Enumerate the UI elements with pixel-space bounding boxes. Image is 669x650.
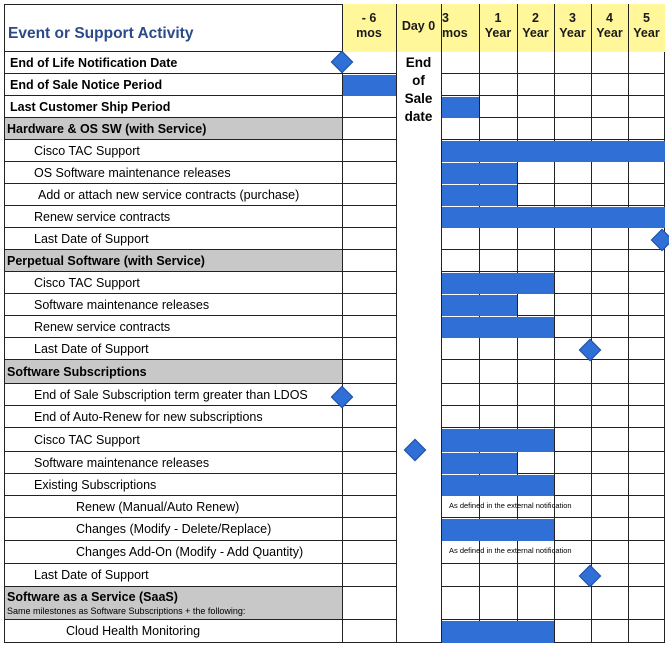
grid-cell bbox=[591, 52, 628, 74]
grid-cell bbox=[479, 360, 517, 384]
grid-cell bbox=[591, 162, 628, 184]
column-header bbox=[628, 11, 665, 47]
grid-cell bbox=[479, 587, 517, 620]
row-label: Cloud Health Monitoring bbox=[66, 624, 201, 638]
timeline-bar bbox=[442, 185, 517, 206]
row-label: Last Customer Ship Period bbox=[10, 99, 171, 114]
grid-cell bbox=[554, 384, 591, 406]
timeline-bar bbox=[442, 207, 665, 228]
grid-cell bbox=[591, 96, 628, 118]
grid-cell bbox=[342, 294, 396, 316]
grid-cell bbox=[479, 74, 517, 96]
grid-cell bbox=[628, 360, 665, 384]
column-header-line2: Year bbox=[522, 26, 549, 40]
grid-cell bbox=[554, 250, 591, 272]
grid-cell bbox=[628, 250, 665, 272]
timeline-bar bbox=[442, 163, 517, 184]
grid-cell bbox=[554, 74, 591, 96]
grid-cell bbox=[591, 118, 628, 140]
row-label: Software as a Service (SaaS) bbox=[7, 590, 178, 604]
column-header-line1: 3 bbox=[442, 11, 449, 25]
column-header bbox=[479, 11, 517, 47]
timeline-bar bbox=[442, 273, 554, 294]
grid-cell bbox=[554, 587, 591, 620]
row-sublabel: Same milestones as Software Subscriptions + the following: bbox=[7, 606, 246, 616]
grid-cell bbox=[628, 428, 665, 452]
grid-cell bbox=[517, 52, 554, 74]
grid-cell bbox=[342, 96, 396, 118]
grid-cell bbox=[554, 406, 591, 428]
grid-cell bbox=[342, 228, 396, 250]
row-label: Software Subscriptions bbox=[7, 364, 147, 379]
grid-cell bbox=[628, 316, 665, 338]
grid-cell bbox=[342, 496, 396, 518]
column-header-line2: Year bbox=[559, 26, 586, 40]
grid-cell bbox=[479, 52, 517, 74]
grid-cell bbox=[591, 74, 628, 96]
grid-cell bbox=[628, 52, 665, 74]
grid-cell bbox=[479, 406, 517, 428]
row-label: Cisco TAC Support bbox=[34, 432, 140, 447]
row-label: OS Software maintenance releases bbox=[34, 165, 231, 180]
grid-cell bbox=[342, 184, 396, 206]
grid-cell bbox=[517, 452, 554, 474]
grid-cell bbox=[591, 384, 628, 406]
day0-label: date bbox=[404, 109, 433, 124]
column-header bbox=[591, 11, 628, 47]
grid-cell bbox=[591, 294, 628, 316]
grid-cell bbox=[591, 428, 628, 452]
timeline-bar bbox=[442, 453, 517, 474]
grid-cell bbox=[554, 184, 591, 206]
grid-cell bbox=[479, 96, 517, 118]
grid-cell bbox=[628, 162, 665, 184]
grid-cell bbox=[517, 360, 554, 384]
grid-cell bbox=[342, 162, 396, 184]
column-header-line1: 1 bbox=[494, 11, 502, 25]
grid-cell bbox=[517, 162, 554, 184]
grid-cell bbox=[441, 406, 479, 428]
grid-cell bbox=[554, 96, 591, 118]
grid-cell bbox=[554, 228, 591, 250]
column-header bbox=[442, 11, 480, 47]
column-header-line1: - 6 bbox=[361, 11, 377, 25]
grid-cell bbox=[441, 118, 479, 140]
grid-cell bbox=[591, 496, 628, 518]
column-header-line2: Year bbox=[633, 26, 660, 40]
timeline-bar bbox=[343, 75, 396, 96]
grid-cell bbox=[628, 338, 665, 360]
grid-cell bbox=[628, 496, 665, 518]
grid-cell bbox=[517, 118, 554, 140]
grid-cell bbox=[628, 406, 665, 428]
grid-cell bbox=[479, 564, 517, 587]
row-label: Cisco TAC Support bbox=[34, 143, 140, 158]
grid-cell bbox=[554, 518, 591, 541]
day0-label: End bbox=[405, 55, 432, 70]
grid-cell bbox=[342, 518, 396, 541]
grid-cell bbox=[628, 184, 665, 206]
row-label: Perpetual Software (with Service) bbox=[7, 253, 205, 268]
row-label: End of Auto-Renew for new subscriptions bbox=[34, 409, 263, 424]
grid-cell bbox=[441, 564, 479, 587]
grid-cell bbox=[517, 384, 554, 406]
column-header-line2: Year bbox=[596, 26, 623, 40]
row-label: End of Life Notification Date bbox=[10, 55, 178, 70]
grid-cell bbox=[628, 587, 665, 620]
grid-cell bbox=[591, 228, 628, 250]
column-header bbox=[517, 11, 554, 47]
grid-cell bbox=[628, 474, 665, 496]
grid-cell bbox=[342, 360, 396, 384]
grid-cell bbox=[441, 338, 479, 360]
row-label: Existing Subscriptions bbox=[34, 477, 157, 492]
grid-cell bbox=[342, 587, 396, 620]
timeline-bar bbox=[442, 475, 554, 496]
grid-cell bbox=[342, 338, 396, 360]
note-external-notification: As defined in the external notification bbox=[449, 546, 572, 555]
column-header-line2: mos bbox=[442, 26, 468, 40]
timeline-bar bbox=[442, 519, 554, 541]
grid-cell bbox=[554, 294, 591, 316]
grid-cell bbox=[554, 474, 591, 496]
grid-cell bbox=[628, 518, 665, 541]
grid-cell bbox=[628, 384, 665, 406]
row-label: Last Date of Support bbox=[34, 231, 149, 246]
row-label: Last Date of Support bbox=[34, 341, 149, 356]
row-label: Add or attach new service contracts (purchase) bbox=[38, 187, 300, 202]
column-header bbox=[396, 19, 441, 55]
grid-cell bbox=[479, 250, 517, 272]
timeline-bar bbox=[442, 317, 554, 338]
row-label: Renew service contracts bbox=[34, 209, 171, 224]
grid-cell bbox=[591, 184, 628, 206]
grid-cell bbox=[342, 428, 396, 452]
grid-cell bbox=[554, 428, 591, 452]
row-label: Software maintenance releases bbox=[34, 455, 210, 470]
grid-cell bbox=[554, 162, 591, 184]
grid-cell bbox=[554, 52, 591, 74]
grid-cell bbox=[342, 272, 396, 294]
grid-cell bbox=[628, 452, 665, 474]
grid-cell bbox=[441, 250, 479, 272]
day0-label: of bbox=[412, 73, 425, 88]
grid-cell bbox=[591, 541, 628, 564]
grid-cell bbox=[441, 228, 479, 250]
grid-cell bbox=[591, 406, 628, 428]
row-label: Last Date of Support bbox=[34, 568, 149, 582]
timeline-bar bbox=[442, 429, 554, 452]
grid-cell bbox=[554, 118, 591, 140]
column-header-line1: 2 bbox=[532, 11, 539, 25]
grid-cell bbox=[554, 272, 591, 294]
grid-cell bbox=[591, 587, 628, 620]
column-header bbox=[554, 11, 591, 47]
grid-cell bbox=[517, 406, 554, 428]
grid-cell bbox=[517, 564, 554, 587]
grid-cell bbox=[628, 74, 665, 96]
table-title: Event or Support Activity bbox=[8, 25, 194, 42]
timeline-bar bbox=[442, 97, 479, 118]
grid-cell bbox=[342, 474, 396, 496]
grid-cell bbox=[342, 452, 396, 474]
grid-cell bbox=[628, 564, 665, 587]
row-label: Changes Add-On (Modify - Add Quantity) bbox=[76, 545, 304, 559]
grid-cell bbox=[628, 118, 665, 140]
row-label: Hardware & OS SW (with Service) bbox=[7, 121, 207, 136]
grid-cell bbox=[342, 620, 396, 643]
grid-cell bbox=[628, 541, 665, 564]
grid-cell bbox=[517, 338, 554, 360]
grid-cell bbox=[441, 52, 479, 74]
day0-merged-cell bbox=[396, 52, 441, 643]
grid-cell bbox=[342, 406, 396, 428]
day0-label: Sale bbox=[404, 91, 433, 106]
grid-cell bbox=[591, 452, 628, 474]
grid-cell bbox=[591, 360, 628, 384]
column-header-line1: 3 bbox=[569, 11, 576, 25]
grid-cell bbox=[342, 140, 396, 162]
grid-cell bbox=[554, 360, 591, 384]
grid-cell bbox=[441, 74, 479, 96]
grid-cell bbox=[591, 316, 628, 338]
row-label: End of Sale Notice Period bbox=[10, 77, 163, 92]
grid-cell bbox=[554, 620, 591, 643]
grid-cell bbox=[591, 474, 628, 496]
grid-cell bbox=[517, 228, 554, 250]
grid-cell bbox=[628, 96, 665, 118]
grid-cell bbox=[591, 272, 628, 294]
grid-cell bbox=[628, 272, 665, 294]
grid-cell bbox=[517, 250, 554, 272]
grid-cell bbox=[554, 452, 591, 474]
grid-cell bbox=[441, 360, 479, 384]
column-header-line2: Year bbox=[484, 26, 512, 40]
row-label: Renew (Manual/Auto Renew) bbox=[76, 499, 240, 514]
row-label: Cisco TAC Support bbox=[34, 275, 140, 290]
grid-cell bbox=[517, 587, 554, 620]
grid-cell bbox=[628, 294, 665, 316]
grid-cell bbox=[342, 316, 396, 338]
row-label: Changes (Modify - Delete/Replace) bbox=[76, 522, 272, 536]
column-header-line1: Day 0 bbox=[401, 19, 436, 33]
grid-cell bbox=[441, 587, 479, 620]
grid-cell bbox=[517, 294, 554, 316]
grid-cell bbox=[591, 620, 628, 643]
row-label: End of Sale Subscription term greater than LDOS bbox=[34, 387, 308, 402]
timeline-bar bbox=[442, 621, 554, 643]
grid-cell bbox=[342, 206, 396, 228]
column-header-line2: mos bbox=[356, 26, 382, 40]
grid-cell bbox=[479, 118, 517, 140]
grid-cell bbox=[342, 250, 396, 272]
grid-cell bbox=[342, 118, 396, 140]
grid-cell bbox=[441, 384, 479, 406]
grid-cell bbox=[517, 96, 554, 118]
grid-cell bbox=[342, 564, 396, 587]
note-external-notification: As defined in the external notification bbox=[449, 501, 572, 510]
grid-cell bbox=[554, 316, 591, 338]
row-label: Renew service contracts bbox=[34, 319, 171, 334]
row-label: Software maintenance releases bbox=[34, 297, 210, 312]
timeline-bar bbox=[442, 141, 665, 162]
grid-cell bbox=[479, 384, 517, 406]
column-header-line1: 5 bbox=[643, 11, 650, 25]
column-header bbox=[342, 11, 396, 47]
grid-cell bbox=[628, 620, 665, 643]
grid-cell bbox=[591, 518, 628, 541]
grid-cell bbox=[517, 74, 554, 96]
grid-cell bbox=[479, 228, 517, 250]
timeline-bar bbox=[442, 295, 517, 316]
column-header-line1: 4 bbox=[606, 11, 613, 25]
grid-cell bbox=[591, 250, 628, 272]
grid-cell bbox=[342, 541, 396, 564]
grid-cell bbox=[479, 338, 517, 360]
grid-cell bbox=[517, 184, 554, 206]
